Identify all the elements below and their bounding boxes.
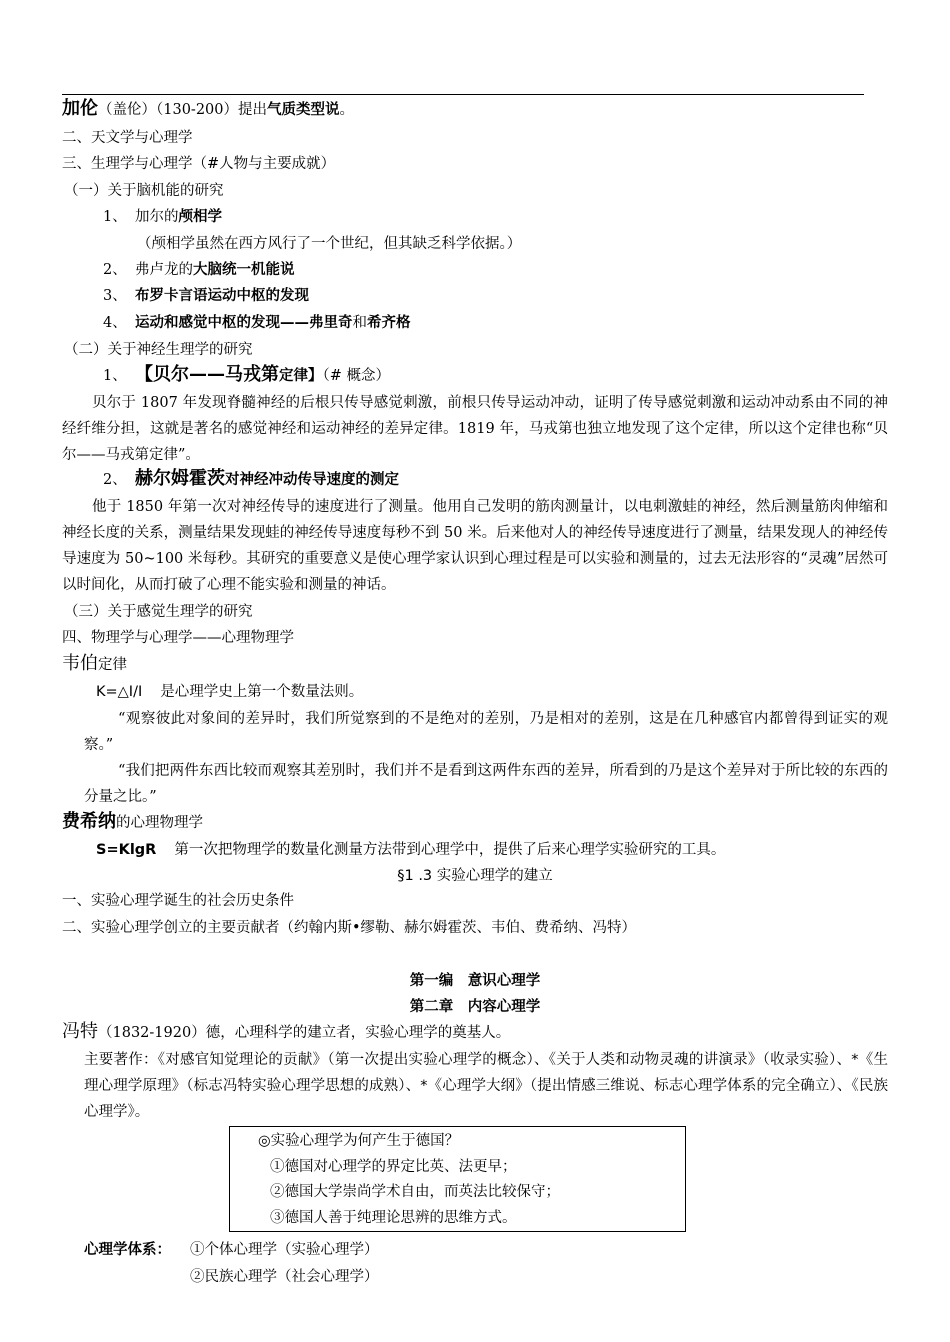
item-phrenology — [103, 207, 222, 227]
quote-two: “我们把两件东西比较而观察其差别时，我们并不是看到这两件东西的差异，所看到的乃是这个差异对于所比较的东西的分量之比。” — [84, 763, 888, 805]
fechner-formula-desc: 第一次把物理学的数量化测量方法带到心理学中，提供了后来心理学实验研究的工具。 — [174, 842, 726, 858]
bell-note: （# 概念） — [322, 368, 391, 384]
section-astronomy: 二、天文学与心理学 — [62, 130, 193, 146]
section-physiology: 三、生理学与心理学（#人物与主要成就） — [62, 156, 336, 172]
system-item: ①个体心理学（实验心理学） — [190, 1242, 379, 1258]
item-bold: 运动和感觉中枢的发现——弗里奇 — [135, 315, 353, 331]
item-mid: 和 — [352, 315, 367, 331]
system-label: 心理学体系： — [84, 1242, 171, 1258]
weber-line — [62, 654, 127, 675]
galen-end: 。 — [339, 102, 355, 118]
item-bold: 大脑统一机能说 — [193, 262, 295, 278]
item-bold: 布罗卡言语运动中枢的发现 — [135, 288, 309, 304]
weber-formula-desc: 是心理学史上第一个数量法则。 — [160, 684, 364, 700]
item-bell-magendie — [103, 365, 390, 386]
experimental-contributors: 二、实验心理学创立的主要贡献者（约翰内斯•缪勒、赫尔姆霍茨、韦伯、费希纳、冯特） — [62, 920, 637, 936]
item-number: 4、 — [103, 315, 127, 331]
galen-name: 加伦 — [62, 98, 98, 119]
system-item: ②民族心理学（社会心理学） — [190, 1269, 379, 1285]
item-number: 2、 — [103, 472, 127, 488]
subsection-neuro: （二）关于神经生理学的研究 — [64, 342, 253, 358]
subsection-brain: （一）关于脑机能的研究 — [64, 183, 224, 199]
germany-box — [229, 1126, 686, 1232]
box-item: ③德国人善于纯理论思辨的思维方式。 — [270, 1210, 517, 1226]
subsection-sensory: （三）关于感觉生理学的研究 — [64, 604, 253, 620]
item-flourens — [103, 260, 295, 280]
item-pre: 弗卢龙的 — [135, 262, 193, 278]
item-bold: 颅相学 — [178, 209, 222, 225]
fechner-rest: 的心理物理学 — [116, 815, 203, 831]
galen-line — [62, 99, 354, 120]
item-number: 1、 — [103, 209, 127, 225]
fechner-line — [62, 812, 203, 833]
section-psychophysics: 四、物理学与心理学——心理物理学 — [62, 630, 294, 646]
item-bold2: 希齐格 — [367, 315, 411, 331]
helm-small: 对神经冲动传导速度的测定 — [225, 472, 399, 488]
item-number: 2、 — [103, 262, 127, 278]
item-broca — [103, 286, 309, 306]
helm-big: 赫尔姆霍茨 — [135, 468, 225, 489]
item-motor-sensory — [103, 313, 411, 333]
wundt-line — [62, 1022, 510, 1043]
wundt-rest: （1832-1920）德，心理科学的建立者，实验心理学的奠基人。 — [98, 1025, 511, 1041]
bell-small: 定律】 — [279, 368, 323, 384]
fechner-name: 费希纳 — [62, 811, 116, 832]
chapter-title: 第二章 内容心理学 — [409, 999, 541, 1015]
weber-name: 韦伯 — [62, 653, 98, 674]
system-line — [84, 1240, 379, 1260]
bell-big: 【贝尔——马戎第 — [135, 364, 279, 385]
item-pre: 加尔的 — [135, 209, 179, 225]
box-title: ◎实验心理学为何产生于德国？ — [258, 1133, 460, 1149]
quote-one: “观察彼此对象间的差异时，我们所觉察到的不是绝对的差别，乃是相对的差别，这是在几种感官内都曾得到证实的观察。” — [84, 711, 888, 753]
weber-formula: K=△I/I — [96, 684, 143, 700]
weber-rest: 定律 — [98, 657, 127, 673]
bell-paragraph: 贝尔于 1807 年发现脊髓神经的后根只传导感觉刺激，前根只传导运动冲动，证明了传导感觉刺激和运动冲动系由不同的神经纤维分担，这就是著名的感觉神经和运动神经的差异定律。1819 年，马戎第也独立地发现了这个定律，所以这个定律也称“贝尔——马戎第定律”。 — [62, 395, 888, 463]
item-number: 1、 — [103, 368, 127, 384]
fechner-formula-line — [96, 840, 725, 860]
phrenology-note: （颅相学虽然在西方风行了一个世纪，但其缺乏科学依据。） — [137, 236, 522, 252]
part-title: 第一编 意识心理学 — [409, 973, 541, 989]
weber-formula-line — [96, 682, 363, 702]
box-item: ①德国对心理学的界定比英、法更早； — [270, 1159, 517, 1175]
works-paragraph: 主要著作：《对感官知觉理论的贡献》（第一次提出实验心理学的概念）、《关于人类和动物灵魂的讲演录》（收录实验）、*《生理心理学原理》（标志冯特实验心理学思想的成熟）、*《心理学大纲》（提出情感三维说、标志心理学体系的完全确立）、《民族心理学》。 — [84, 1052, 888, 1120]
item-number: 3、 — [103, 288, 127, 304]
galen-rest: （盖伦）（130-200）提出 — [98, 102, 268, 118]
header-rule — [62, 94, 864, 95]
wundt-name: 冯特 — [62, 1021, 98, 1042]
galen-bold: 气质类型说 — [267, 102, 340, 118]
experimental-conditions: 一、实验心理学诞生的社会历史条件 — [62, 893, 294, 909]
item-helmholtz — [103, 469, 399, 490]
box-item: ②德国大学崇尚学术自由，而英法比较保守； — [270, 1184, 560, 1200]
fechner-formula: S=KlgR — [96, 842, 157, 858]
section-heading: §1 .3 实验心理学的建立 — [397, 868, 553, 884]
helmholtz-paragraph: 他于 1850 年第一次对神经传导的速度进行了测量。他用自己发明的筋肉测量计，以电刺激蛙的神经，然后测量筋肉伸缩和神经长度的关系，测量结果发现蛙的神经传导速度每秒不到 50 米。后来他对人的神经传导速度进行了测量，结果发现人的神经传导速度为 50~100 米每秒。其研究的重要意义是使心理学家认识到心理过程是可以实验和测量的，过去无法形容的“灵魂”居然可以时间化，从而打破了心理不能实验和测量的神话。 — [62, 499, 888, 593]
